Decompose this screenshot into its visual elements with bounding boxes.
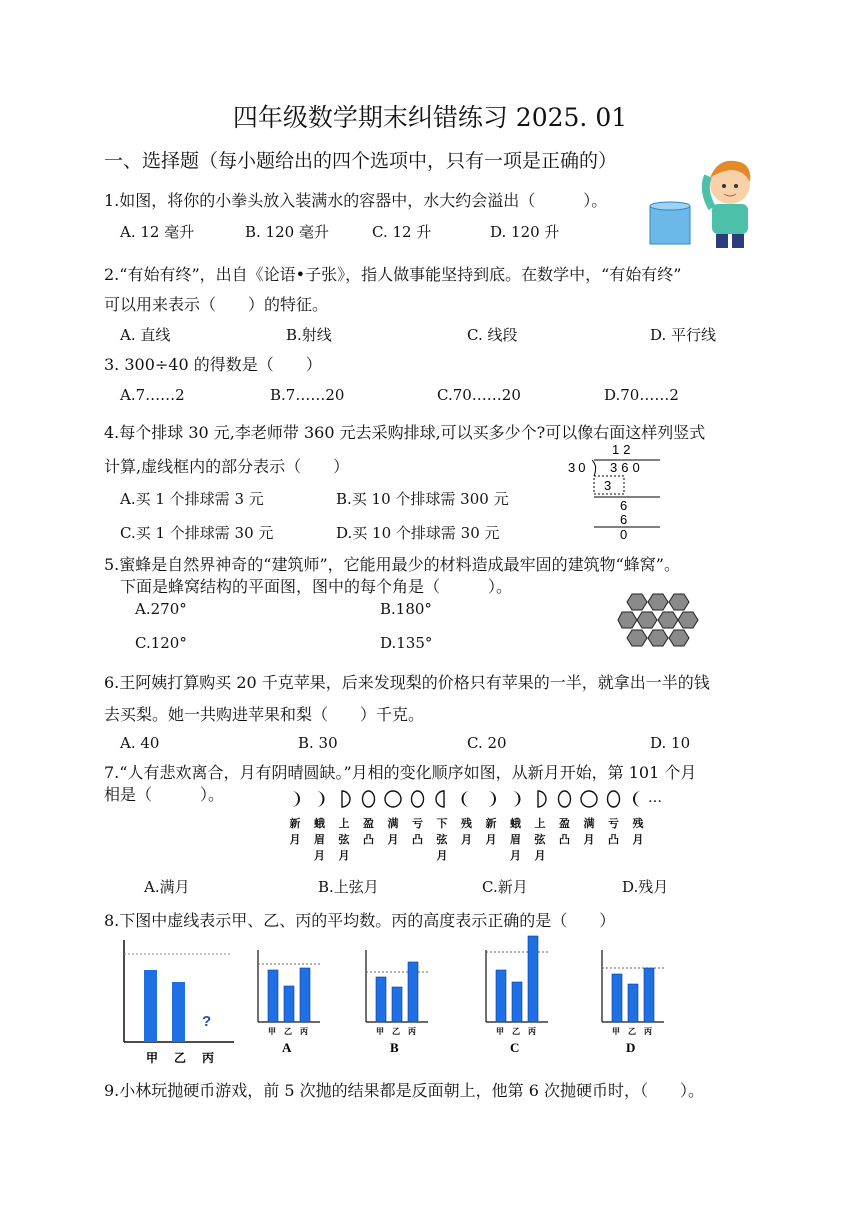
q7-option-c[interactable]: C.新月 — [482, 878, 528, 896]
category-label: 乙 — [628, 1026, 636, 1036]
category-label: 甲 — [612, 1026, 620, 1036]
q3-option-b[interactable]: B.7……20 — [270, 386, 345, 404]
dividend: 360 — [610, 460, 644, 475]
q4-option-a[interactable]: A.买 1 个排球需 3 元 — [120, 490, 264, 508]
question-bar-1 — [144, 970, 157, 1042]
average-bar-charts — [110, 936, 700, 1066]
moon-phase-icon-13 — [581, 791, 597, 807]
moon-phase-icon-5 — [385, 791, 401, 807]
option-chart-b — [366, 950, 428, 1055]
q1-option-c[interactable]: C. 12 升 — [372, 223, 432, 241]
category-label: 丙 — [300, 1026, 308, 1036]
long-division-figure — [560, 440, 670, 540]
category-label: 甲 — [268, 1026, 276, 1036]
moon-label-14: 亏凸 — [608, 817, 619, 846]
question-6-line-2: 去买梨。她一共购进苹果和梨（ ）千克。 — [104, 705, 425, 724]
category-label-2: 乙 — [174, 1051, 187, 1065]
moon-phase-icon-11 — [538, 791, 546, 807]
moon-phase-icon-4 — [363, 791, 375, 807]
moon-phase-icon-10 — [513, 791, 521, 807]
category-label: 丙 — [528, 1026, 536, 1036]
question-bar-chart — [124, 940, 234, 1065]
divisor: 30 — [568, 460, 589, 475]
moon-phase-icon-7 — [436, 791, 444, 807]
moon-phase-icon-15 — [633, 791, 641, 807]
option-chart-c — [486, 936, 548, 1055]
q3-option-a[interactable]: A.7……2 — [120, 386, 185, 404]
bar-1 — [376, 977, 386, 1022]
question-5-line-1: 5.蜜蜂是自然界神奇的“建筑师”，它能用最少的材料造成最牢固的建筑物“蜂窝”。 — [104, 555, 680, 574]
question-7-line-1: 7.“人有悲欢离合，月有阴晴圆缺。”月相的变化顺序如图，从新月开始，第 101 个月 — [104, 763, 697, 782]
q5-option-a[interactable]: A.270° — [135, 600, 187, 618]
svg-text:6: 6 — [620, 498, 628, 513]
honeycomb-figure — [618, 592, 698, 652]
q5-option-c[interactable]: C.120° — [135, 634, 187, 652]
q3-option-d[interactable]: D.70……2 — [604, 386, 679, 404]
q2-option-b[interactable]: B.射线 — [286, 326, 332, 344]
moon-phase-icon-9 — [488, 791, 496, 807]
q2-option-c[interactable]: C. 线段 — [467, 326, 518, 344]
q6-option-c[interactable]: C. 20 — [467, 734, 507, 752]
moon-label-11: 上弦月 — [534, 817, 546, 862]
moon-phase-sequence — [286, 788, 666, 812]
moon-label-8: 残月 — [461, 817, 472, 846]
category-label: 甲 — [376, 1026, 384, 1036]
q6-option-b[interactable]: B. 30 — [298, 734, 338, 752]
moon-label-9: 新月 — [485, 817, 497, 846]
moon-label-6: 亏凸 — [412, 817, 423, 846]
question-6-line-1: 6.王阿姨打算购买 20 千克苹果，后来发现梨的价格只有苹果的一半，就拿出一半的钱 — [104, 673, 710, 692]
moon-phase-icon-12 — [559, 791, 571, 807]
bar-3 — [528, 936, 538, 1022]
svg-text:6: 6 — [620, 512, 628, 527]
category-label-1: 甲 — [146, 1051, 159, 1065]
q7-option-a[interactable]: A.满月 — [144, 878, 190, 896]
moon-ellipsis: … — [648, 790, 662, 806]
moon-label-4: 盈凸 — [363, 817, 374, 846]
q4-option-d[interactable]: D.买 10 个排球需 30 元 — [336, 524, 500, 542]
moon-phase-icon-8 — [462, 791, 470, 807]
moon-label-10: 蛾眉月 — [510, 817, 521, 862]
moon-label-2: 蛾眉月 — [314, 817, 325, 862]
q6-option-a[interactable]: A. 40 — [120, 734, 160, 752]
category-label-3: 丙 — [202, 1051, 215, 1065]
moon-phase-icon-3 — [342, 791, 350, 807]
option-chart-d — [602, 950, 664, 1055]
bar-1 — [268, 970, 278, 1022]
question-3-text: 3. 300÷40 的得数是（ ） — [104, 355, 322, 374]
category-label: 乙 — [284, 1026, 292, 1036]
q1-option-b[interactable]: B. 120 毫升 — [245, 223, 329, 241]
bar-1 — [496, 970, 506, 1022]
remainder: 0 — [620, 527, 628, 542]
category-label: 丙 — [408, 1026, 416, 1036]
category-label: 乙 — [512, 1026, 520, 1036]
section-heading: 一、选择题（每小题给出的四个选项中，只有一项是正确的） — [104, 150, 618, 172]
moon-label-7: 下弦月 — [436, 817, 448, 862]
option-chart-a — [258, 950, 320, 1055]
q1-option-d[interactable]: D. 120 升 — [490, 223, 560, 241]
q2-option-d[interactable]: D. 平行线 — [650, 326, 717, 344]
q5-option-b[interactable]: B.180° — [380, 600, 432, 618]
question-2-line-1: 2.“有始有终”，出自《论语•子张》，指人做事能坚持到底。在数学中，“有始有终” — [104, 265, 682, 284]
moon-label-3: 上弦月 — [338, 817, 350, 862]
q1-option-a[interactable]: A. 12 毫升 — [120, 223, 195, 241]
moon-phase-icon-14 — [608, 791, 620, 807]
bar-3 — [644, 968, 654, 1022]
bar-2 — [392, 987, 402, 1022]
q6-option-d[interactable]: D. 10 — [650, 734, 691, 752]
q3-option-c[interactable]: C.70……20 — [437, 386, 521, 404]
question-7-line-2: 相是（ ）。 — [104, 785, 225, 804]
question-4-line-1: 4.每个排球 30 元,李老师带 360 元去采购排球,可以买多少个?可以像右面这样列竖式 — [104, 423, 706, 442]
moon-label-1: 新月 — [289, 817, 301, 846]
q7-option-b[interactable]: B.上弦月 — [318, 878, 379, 896]
category-label: 乙 — [392, 1026, 400, 1036]
moon-label-13: 满月 — [583, 817, 595, 846]
moon-label-5: 满月 — [387, 817, 399, 846]
page-title: 四年级数学期末纠错练习 2025. 01 — [232, 103, 628, 132]
question-1-text: 1.如图，将你的小拳头放入装满水的容器中，水大约会溢出（ ）。 — [104, 191, 608, 210]
question-bar-2 — [172, 982, 185, 1042]
bar-2 — [512, 982, 522, 1022]
bar-2 — [284, 986, 294, 1022]
panel-label-a: A — [282, 1040, 292, 1055]
panel-label-c: C — [510, 1040, 520, 1055]
moon-phase-icon-6 — [412, 791, 424, 807]
bar-1 — [612, 974, 622, 1022]
question-4-line-2: 计算,虚线框内的部分表示（ ） — [104, 457, 350, 476]
question-8-text: 8.下图中虚线表示甲、乙、丙的平均数。丙的高度表示正确的是（ ） — [104, 911, 616, 930]
q4-option-c[interactable]: C.买 1 个排球需 30 元 — [120, 524, 274, 542]
partial-product: 3 — [604, 478, 612, 493]
bar-3 — [408, 962, 418, 1022]
moon-phase-icon-1 — [292, 791, 300, 807]
panel-label-b: B — [390, 1040, 399, 1055]
question-9-text: 9.小林玩抛硬币游戏，前 5 次抛的结果都是反面朝上，他第 6 次抛硬币时，（ ）。 — [104, 1081, 704, 1100]
moon-label-12: 盈凸 — [559, 817, 570, 846]
category-label: 甲 — [496, 1026, 504, 1036]
question-5-line-2: 下面是蜂窝结构的平面图，图中的每个角是（ ）。 — [120, 577, 513, 596]
q4-option-b[interactable]: B.买 10 个排球需 300 元 — [336, 490, 509, 508]
q7-option-d[interactable]: D.残月 — [622, 878, 669, 896]
question-2-line-2: 可以用来表示（ ）的特征。 — [104, 295, 329, 314]
moon-phase-icon-2 — [317, 791, 325, 807]
category-label: 丙 — [644, 1026, 652, 1036]
panel-label-d: D — [626, 1040, 636, 1055]
moon-label-15: 残月 — [632, 817, 644, 846]
bar-3 — [300, 968, 310, 1022]
quotient: 12 — [612, 442, 635, 457]
question-mark: ? — [202, 1013, 212, 1030]
q2-option-a[interactable]: A. 直线 — [120, 326, 171, 344]
bar-2 — [628, 984, 638, 1022]
container-and-boy-illustration — [648, 156, 768, 256]
q5-option-d[interactable]: D.135° — [380, 634, 433, 652]
